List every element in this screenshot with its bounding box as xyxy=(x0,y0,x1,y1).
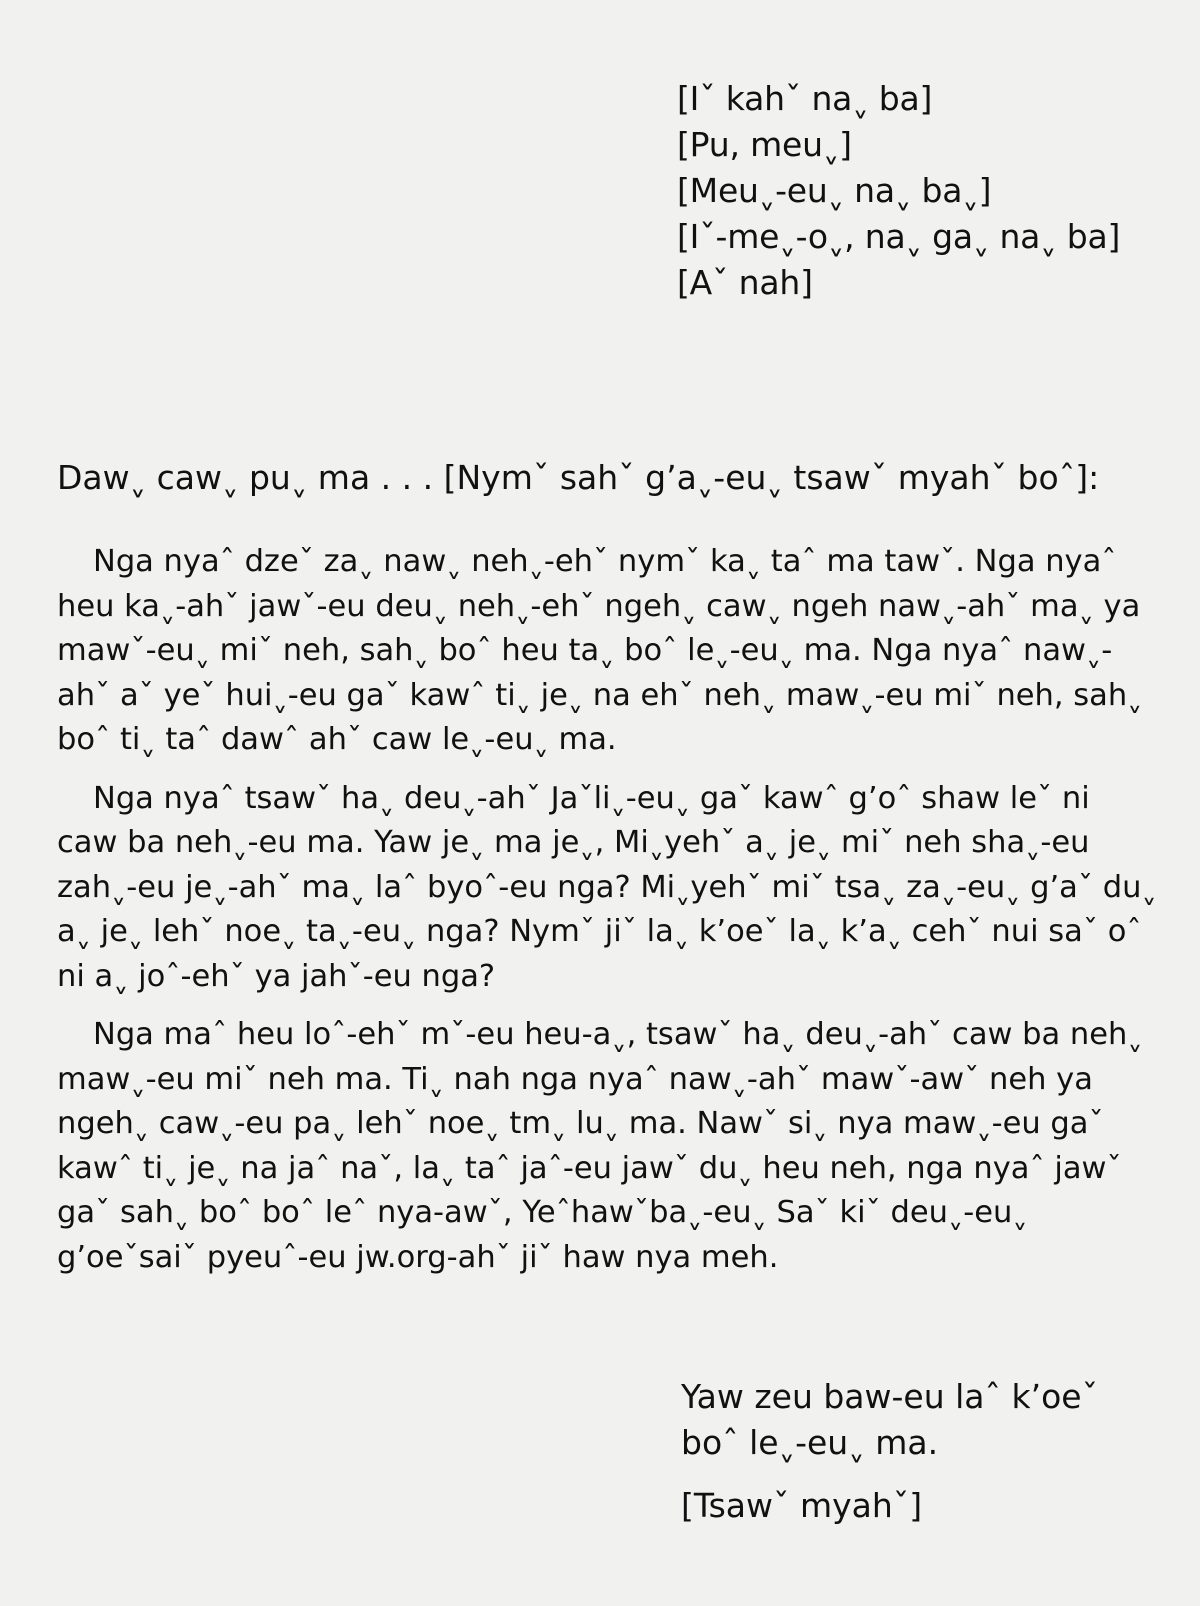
signature: [Tsawˇ myahˇ] xyxy=(681,1486,923,1525)
closing xyxy=(681,1374,1098,1466)
address-line: [Iˇ kahˇ naˬ ba] xyxy=(677,79,933,118)
address-line: [Meuˬ-euˬ naˬ baˬ] xyxy=(677,171,992,210)
address-line: [Pu, meuˬ] xyxy=(677,125,852,164)
closing-line: Yaw zeu baw-eu laˆ k’oeˇ xyxy=(681,1377,1099,1416)
recipient-address xyxy=(677,76,1120,306)
body-paragraph: Nga nyaˆ dzeˇ zaˬ nawˬ nehˬ-ehˇ nymˇ kaˬ taˆ ma tawˇ. Nga nyaˆ heu kaˬ-ahˇ jawˇ-eu deuˬ nehˬ-ehˇ ngehˬ cawˬ ngeh nawˬ-ahˇ maˬ ya mawˇ-euˬ miˇ neh, sahˬ boˆ heu taˬ boˆ leˬ-euˬ ma. Nga nyaˆ nawˬ-ahˇ aˇ yeˇ huiˬ-eu gaˇ kawˆ tiˬ jeˬ na ehˇ nehˬ mawˬ-eu miˇ neh, sahˬ boˆ tiˬ taˆ dawˆ ahˇ caw leˬ-euˬ ma. xyxy=(57,544,1143,757)
letter-body xyxy=(57,540,1157,1294)
body-paragraph: Nga nyaˆ tsawˇ haˬ deuˬ-ahˇ Jaˇliˬ-euˬ gaˇ kawˆ g’oˆ shaw leˇ ni caw ba nehˬ-eu ma. Yaw jeˬ ma jeˬ, Miˬyehˇ aˬ jeˬ miˇ neh shaˬ-eu zahˬ-eu jeˬ-ahˇ maˬ laˆ byoˆ-eu nga? Miˬyehˇ miˇ tsaˬ zaˬ-euˬ g’aˇ duˬ aˬ jeˬ lehˇ noeˬ taˬ-euˬ nga? Nymˇ jiˇ laˬ k’oeˇ laˬ k’aˬ cehˇ nui saˇ oˆ ni aˬ joˆ-ehˇ ya jahˇ-eu nga? xyxy=(57,780,1157,994)
closing-line: boˆ leˬ-euˬ ma. xyxy=(681,1423,939,1462)
address-line: [Iˇ-meˬ-oˬ, naˬ gaˬ naˬ ba] xyxy=(677,217,1121,256)
body-paragraph: Nga maˆ heu loˆ-ehˇ mˇ-eu heu-aˬ, tsawˇ haˬ deuˬ-ahˇ caw ba nehˬ mawˬ-eu miˇ neh ma. Tiˬ nah nga nyaˆ nawˬ-ahˇ mawˇ-awˇ neh ya ngehˬ cawˬ-eu paˬ lehˇ noeˬ tmˬ luˬ ma. Nawˇ siˬ nya mawˬ-eu gaˇ kawˆ tiˬ jeˬ na jaˆ naˇ, laˬ taˆ jaˆ-eu jawˇ duˬ heu neh, nga nyaˆ jawˇ gaˇ sahˬ boˆ boˆ leˆ nya-awˇ, Yeˆhawˇbaˬ-euˬ Saˇ kiˇ deuˬ-euˬ g’oeˇsaiˇ pyeuˆ-eu jw.org-ahˇ jiˇ haw nya meh. xyxy=(57,1017,1143,1275)
address-line: [Aˇ nah] xyxy=(677,263,813,302)
salutation: Dawˬ cawˬ puˬ ma . . . [Nymˇ sahˇ g’aˬ-euˬ tsawˇ myahˇ boˆ]: xyxy=(57,458,1100,497)
